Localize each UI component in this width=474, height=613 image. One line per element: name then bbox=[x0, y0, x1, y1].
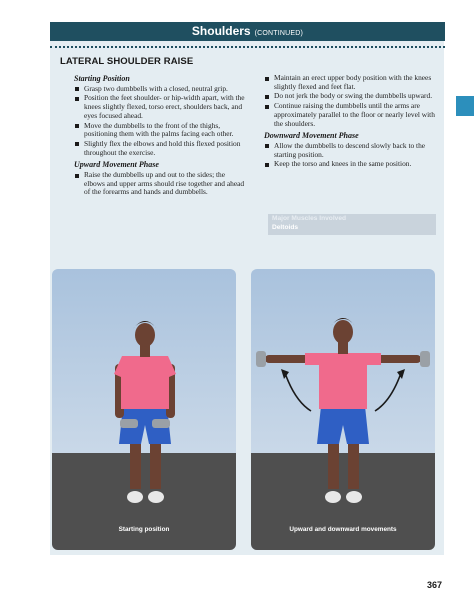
upward-phase-list bbox=[74, 171, 246, 197]
list-item: Position the feet shoulder- or hip-width apart, with the knees slightly flexed, torso erect, shoulders back, and eyes focused ahead. bbox=[74, 94, 246, 120]
instructions-right-column bbox=[264, 74, 440, 173]
muscles-label: Major Muscles Involved bbox=[272, 215, 347, 222]
starting-position-list bbox=[74, 85, 246, 158]
downward-phase-heading: Downward Movement Phase bbox=[264, 131, 359, 141]
section-header bbox=[50, 22, 445, 41]
downward-phase-list bbox=[264, 142, 440, 169]
instructions-left-column bbox=[74, 75, 246, 201]
list-item: Continue raising the dumbbells until the arms are approximately parallel to the floor or nearly level with the shoulders. bbox=[264, 102, 440, 128]
movement-illustration bbox=[251, 269, 435, 550]
list-item: Grasp two dumbbells with a closed, neutral grip. bbox=[74, 85, 246, 94]
list-item: Do not jerk the body or swing the dumbbells upward. bbox=[264, 92, 440, 101]
page-number: 367 bbox=[427, 580, 443, 590]
list-item: Raise the dumbbells up and out to the sides; the elbows and upper arms should rise together and ahead of the forearms and hands and dumbbells. bbox=[74, 171, 246, 197]
exercise-title: LATERAL SHOULDER RAISE bbox=[60, 56, 194, 67]
list-item: Maintain an erect upper body position with the knees slightly flexed and feet flat. bbox=[264, 74, 440, 91]
photo-caption: Starting position bbox=[118, 526, 170, 533]
muscles-box bbox=[268, 214, 436, 235]
starting-position-illustration bbox=[52, 269, 236, 550]
starting-position-photo bbox=[52, 269, 236, 550]
list-item: Allow the dumbbells to descend slowly back to the starting position. bbox=[264, 142, 440, 159]
upward-phase-list-continued bbox=[264, 74, 440, 128]
chapter-tab bbox=[456, 96, 474, 116]
upward-phase-heading: Upward Movement Phase bbox=[74, 160, 159, 170]
section-title: Shoulders bbox=[191, 24, 251, 38]
list-item: Keep the torso and knees in the same position. bbox=[264, 160, 440, 169]
list-item: Slightly flex the elbows and hold this flexed position throughout the exercise. bbox=[74, 140, 246, 157]
muscles-value: Deltoids bbox=[272, 223, 299, 231]
dotted-divider bbox=[50, 46, 445, 48]
list-item: Move the dumbbells to the front of the thighs, positioning them with the palms facing each other. bbox=[74, 122, 246, 139]
photo-caption: Upward and downward movements bbox=[289, 526, 397, 533]
section-subtitle: (CONTINUED) bbox=[254, 30, 304, 37]
starting-position-heading: Starting Position bbox=[74, 74, 130, 83]
movement-photo bbox=[251, 269, 435, 550]
